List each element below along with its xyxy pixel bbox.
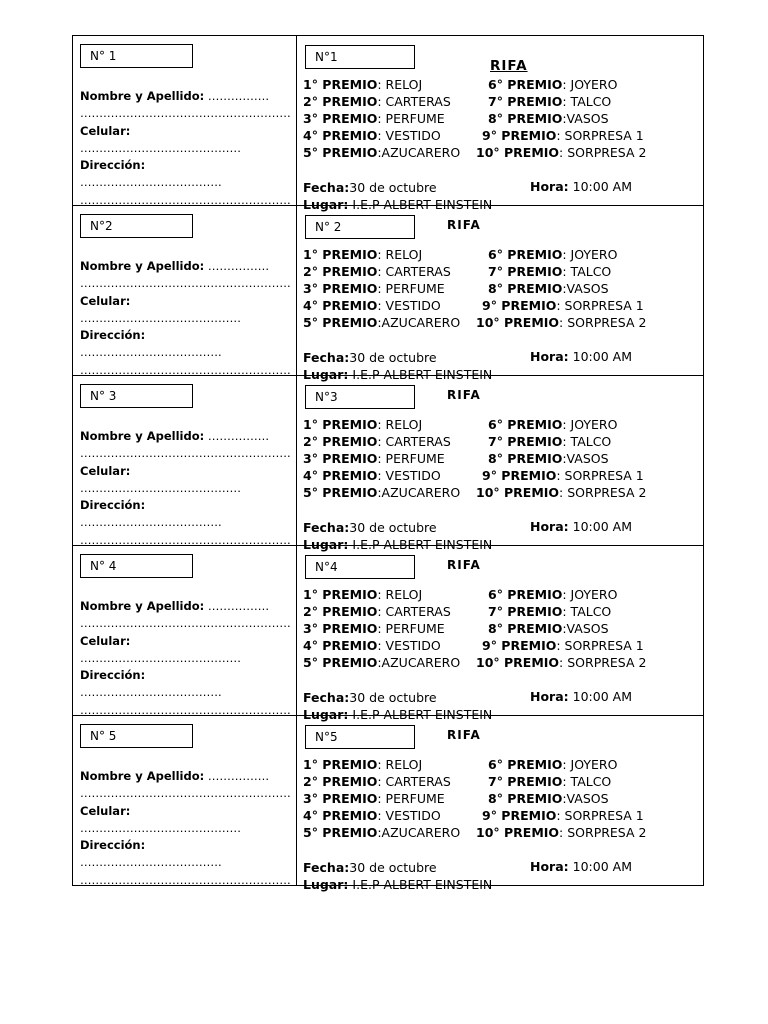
name-label: Nombre y Apellido:	[80, 599, 205, 613]
prize-rank: 6° PREMIO	[488, 247, 563, 262]
address-field[interactable]	[80, 327, 290, 362]
prize-rank: 7° PREMIO	[488, 94, 563, 109]
prize-rank: 9° PREMIO	[482, 298, 557, 313]
name-line-dots: ……………………………………………….	[80, 786, 291, 801]
prize-left	[303, 603, 451, 620]
prize-rank: 3° PREMIO	[303, 791, 378, 806]
prize-right	[476, 484, 646, 501]
raffle-title: RIFA	[490, 58, 528, 74]
stub-number: N°2	[90, 219, 113, 233]
address-label: Dirección:	[80, 668, 146, 683]
prize-right	[488, 76, 617, 93]
prize-rank: 2° PREMIO	[303, 434, 378, 449]
prize-item: : SORPRESA 1	[556, 128, 644, 143]
name-label: Nombre y Apellido:	[80, 429, 205, 443]
prize-left	[303, 433, 451, 450]
prize-right	[488, 603, 611, 620]
prize-item: : CARTERAS	[377, 604, 451, 619]
raffle-title: RIFA	[447, 558, 481, 572]
raffle-sheet	[72, 35, 704, 892]
prize-right	[488, 110, 609, 127]
address-dots: ……………………………….	[80, 515, 222, 530]
stub-number-box	[80, 214, 193, 238]
prize-right	[482, 807, 644, 824]
place-label: Lugar:	[303, 707, 349, 722]
prize-item: :VASOS	[562, 621, 609, 636]
prize-right	[476, 654, 646, 671]
date-value: 30 de octubre	[349, 860, 437, 875]
phone-label: Celular:	[80, 463, 131, 478]
prize-rank: 9° PREMIO	[482, 128, 557, 143]
time-label: Hora:	[530, 519, 569, 534]
prize-item: : SORPRESA 2	[559, 825, 647, 840]
prize-item: : PERFUME	[377, 791, 445, 806]
prize-item: : TALCO	[562, 604, 612, 619]
prize-item: : SORPRESA 1	[556, 468, 644, 483]
address-line-dots: ……………………………………………….	[80, 532, 291, 547]
prize-right	[488, 756, 617, 773]
prize-item: : SORPRESA 2	[559, 315, 647, 330]
date-label: Fecha:	[303, 180, 350, 195]
prize-item: : TALCO	[562, 774, 612, 789]
prize-left	[303, 416, 422, 433]
prize-left	[303, 586, 422, 603]
prize-rank: 3° PREMIO	[303, 281, 378, 296]
ticket-stub	[73, 546, 297, 715]
date-label: Fecha:	[303, 690, 350, 705]
place-value: I.E.P ALBERT EINSTEIN	[352, 197, 493, 212]
prize-right	[488, 773, 611, 790]
phone-dots: ……………………………………	[80, 820, 241, 835]
prize-item: : VESTIDO	[377, 808, 441, 823]
prize-item: :AZUCARERO	[377, 825, 461, 840]
raffle-ticket	[73, 206, 703, 382]
prize-rank: 5° PREMIO	[303, 825, 378, 840]
prize-rank: 4° PREMIO	[303, 808, 378, 823]
address-dots: ……………………………….	[80, 175, 222, 190]
address-label: Dirección:	[80, 498, 146, 513]
prize-item: : VESTIDO	[377, 298, 441, 313]
raffle-title: RIFA	[447, 218, 481, 232]
prize-left	[303, 110, 445, 127]
date-line	[303, 689, 437, 706]
name-line[interactable]	[80, 105, 290, 122]
prize-item: : CARTERAS	[377, 774, 451, 789]
prize-right	[476, 314, 646, 331]
time-value: 10:00 AM	[572, 689, 632, 704]
prize-item: : VESTIDO	[377, 128, 441, 143]
prize-left	[303, 127, 441, 144]
ticket-number: N° 2	[315, 220, 342, 234]
address-dots: ……………………………….	[80, 345, 222, 360]
address-label: Dirección:	[80, 328, 146, 343]
prize-item: : SORPRESA 2	[559, 655, 647, 670]
prize-item: : SORPRESA 1	[556, 298, 644, 313]
stub-number: N° 4	[90, 559, 117, 573]
name-dots: …………….	[207, 429, 270, 443]
prize-rank: 8° PREMIO	[488, 451, 563, 466]
prize-rank: 9° PREMIO	[482, 468, 557, 483]
address-line[interactable]	[80, 872, 290, 889]
phone-field[interactable]	[80, 123, 290, 158]
date-line	[303, 519, 437, 536]
address-field[interactable]	[80, 667, 290, 702]
prize-left	[303, 620, 445, 637]
prize-item: : JOYERO	[562, 587, 618, 602]
address-line-dots: ……………………………………………….	[80, 872, 291, 887]
prize-item: : TALCO	[562, 264, 612, 279]
name-line[interactable]	[80, 275, 290, 292]
date-value: 30 de octubre	[349, 350, 437, 365]
stub-number: N° 3	[90, 389, 117, 403]
prize-rank: 4° PREMIO	[303, 468, 378, 483]
prize-item: :AZUCARERO	[377, 145, 461, 160]
prize-rank: 9° PREMIO	[482, 808, 557, 823]
phone-label: Celular:	[80, 803, 131, 818]
prize-item: : PERFUME	[377, 281, 445, 296]
place-line	[303, 876, 492, 893]
prize-rank: 4° PREMIO	[303, 298, 378, 313]
prize-rank: 10° PREMIO	[476, 145, 560, 160]
stub-number: N° 1	[90, 49, 117, 63]
name-line[interactable]	[80, 785, 290, 802]
prize-item: : RELOJ	[377, 757, 423, 772]
name-line[interactable]	[80, 445, 290, 462]
raffle-ticket	[73, 36, 703, 212]
stub-fields	[80, 768, 290, 889]
date-label: Fecha:	[303, 350, 350, 365]
prize-left	[303, 93, 451, 110]
prize-left	[303, 297, 441, 314]
prize-item: : JOYERO	[562, 247, 618, 262]
prize-item: : VESTIDO	[377, 468, 441, 483]
raffle-title: RIFA	[447, 388, 481, 402]
time-label: Hora:	[530, 689, 569, 704]
place-label: Lugar:	[303, 877, 349, 892]
prize-right	[488, 790, 609, 807]
name-label: Nombre y Apellido:	[80, 769, 205, 783]
prize-item: :VASOS	[562, 281, 609, 296]
place-value: I.E.P ALBERT EINSTEIN	[352, 537, 493, 552]
date-line	[303, 179, 437, 196]
prize-item: : CARTERAS	[377, 264, 451, 279]
prize-left	[303, 144, 460, 161]
prize-left	[303, 280, 445, 297]
prize-rank: 5° PREMIO	[303, 485, 378, 500]
prize-left	[303, 807, 441, 824]
stub-number-box	[80, 384, 193, 408]
date-line	[303, 349, 437, 366]
prize-rank: 1° PREMIO	[303, 757, 378, 772]
time-line	[530, 179, 632, 194]
date-value: 30 de octubre	[349, 690, 437, 705]
ticket-main	[297, 376, 703, 552]
name-label: Nombre y Apellido:	[80, 259, 205, 273]
prize-rank: 2° PREMIO	[303, 94, 378, 109]
ticket-number-box	[305, 45, 415, 69]
prize-rank: 1° PREMIO	[303, 247, 378, 262]
prize-item: : VESTIDO	[377, 638, 441, 653]
ticket-number-box	[305, 725, 415, 749]
prize-right	[488, 246, 617, 263]
phone-field[interactable]	[80, 463, 290, 498]
prize-rank: 6° PREMIO	[488, 77, 563, 92]
prize-left	[303, 756, 422, 773]
name-line-dots: ……………………………………………….	[80, 276, 291, 291]
prize-right	[488, 586, 617, 603]
prize-item: : SORPRESA 1	[556, 808, 644, 823]
ticket-main	[297, 36, 703, 212]
place-value: I.E.P ALBERT EINSTEIN	[352, 707, 493, 722]
ticket-number: N°1	[315, 50, 338, 64]
ticket-number-box	[305, 555, 415, 579]
raffle-ticket	[73, 546, 703, 722]
prize-item: : TALCO	[562, 94, 612, 109]
ticket-main	[297, 546, 703, 722]
time-value: 10:00 AM	[572, 859, 632, 874]
prize-left	[303, 246, 422, 263]
stub-fields	[80, 428, 290, 549]
phone-dots: ……………………………………	[80, 140, 241, 155]
stub-fields	[80, 598, 290, 719]
name-dots: …………….	[207, 769, 270, 783]
prize-left	[303, 450, 445, 467]
prize-left	[303, 484, 460, 501]
phone-label: Celular:	[80, 633, 131, 648]
prize-item: :AZUCARERO	[377, 485, 461, 500]
time-label: Hora:	[530, 859, 569, 874]
name-field[interactable]	[80, 428, 290, 445]
prize-rank: 7° PREMIO	[488, 264, 563, 279]
prize-rank: 2° PREMIO	[303, 604, 378, 619]
stub-number-box	[80, 554, 193, 578]
address-dots: ……………………………….	[80, 685, 222, 700]
prize-rank: 7° PREMIO	[488, 434, 563, 449]
prize-item: : JOYERO	[562, 757, 618, 772]
name-label: Nombre y Apellido:	[80, 89, 205, 103]
phone-label: Celular:	[80, 293, 131, 308]
date-label: Fecha:	[303, 520, 350, 535]
name-line-dots: ……………………………………………….	[80, 616, 291, 631]
prize-right	[482, 127, 644, 144]
prize-rank: 6° PREMIO	[488, 757, 563, 772]
name-line-dots: ……………………………………………….	[80, 106, 291, 121]
prize-item: : PERFUME	[377, 451, 445, 466]
prize-rank: 8° PREMIO	[488, 111, 563, 126]
prize-item: : JOYERO	[562, 417, 618, 432]
prize-rank: 8° PREMIO	[488, 281, 563, 296]
place-label: Lugar:	[303, 537, 349, 552]
prize-rank: 2° PREMIO	[303, 774, 378, 789]
prize-item: : PERFUME	[377, 111, 445, 126]
prize-rank: 5° PREMIO	[303, 655, 378, 670]
time-line	[530, 519, 632, 534]
prize-rank: 10° PREMIO	[476, 315, 560, 330]
prize-rank: 3° PREMIO	[303, 451, 378, 466]
place-label: Lugar:	[303, 197, 349, 212]
time-value: 10:00 AM	[572, 349, 632, 364]
place-value: I.E.P ALBERT EINSTEIN	[352, 367, 493, 382]
prize-item: :AZUCARERO	[377, 315, 461, 330]
time-line	[530, 349, 632, 364]
prize-rank: 6° PREMIO	[488, 417, 563, 432]
prize-rank: 10° PREMIO	[476, 655, 560, 670]
prize-rank: 7° PREMIO	[488, 604, 563, 619]
prize-item: :VASOS	[562, 791, 609, 806]
prize-right	[482, 637, 644, 654]
time-value: 10:00 AM	[572, 179, 632, 194]
prize-left	[303, 773, 451, 790]
prize-rank: 1° PREMIO	[303, 417, 378, 432]
prize-rank: 3° PREMIO	[303, 621, 378, 636]
prize-item: : RELOJ	[377, 247, 423, 262]
date-label: Fecha:	[303, 860, 350, 875]
address-field[interactable]	[80, 497, 290, 532]
prize-item: : CARTERAS	[377, 434, 451, 449]
ticket-stub	[73, 376, 297, 545]
address-line-dots: ……………………………………………….	[80, 192, 291, 207]
address-field[interactable]	[80, 157, 290, 192]
ticket-main	[297, 206, 703, 382]
prize-right	[488, 280, 609, 297]
ticket-stub	[73, 716, 297, 885]
prize-left	[303, 654, 460, 671]
prize-rank: 9° PREMIO	[482, 638, 557, 653]
phone-dots: ……………………………………	[80, 480, 241, 495]
name-field[interactable]	[80, 768, 290, 785]
prize-item: : RELOJ	[377, 417, 423, 432]
prize-rank: 3° PREMIO	[303, 111, 378, 126]
phone-field[interactable]	[80, 803, 290, 838]
date-value: 30 de octubre	[349, 180, 437, 195]
prize-rank: 5° PREMIO	[303, 315, 378, 330]
ticket-number-box	[305, 215, 415, 239]
phone-field[interactable]	[80, 633, 290, 668]
prize-left	[303, 790, 445, 807]
prize-rank: 10° PREMIO	[476, 485, 560, 500]
ticket-stub	[73, 206, 297, 375]
prize-rank: 5° PREMIO	[303, 145, 378, 160]
prize-rank: 1° PREMIO	[303, 77, 378, 92]
prize-rank: 8° PREMIO	[488, 621, 563, 636]
prize-right	[488, 93, 611, 110]
name-line-dots: ……………………………………………….	[80, 446, 291, 461]
place-label: Lugar:	[303, 367, 349, 382]
raffle-ticket	[73, 376, 703, 552]
stub-fields	[80, 258, 290, 379]
time-line	[530, 689, 632, 704]
prize-item: : TALCO	[562, 434, 612, 449]
prize-item: :VASOS	[562, 111, 609, 126]
prize-item: : PERFUME	[377, 621, 445, 636]
raffle-ticket	[73, 716, 703, 892]
stub-number-box	[80, 44, 193, 68]
name-dots: …………….	[207, 599, 270, 613]
prize-rank: 2° PREMIO	[303, 264, 378, 279]
address-label: Dirección:	[80, 158, 146, 173]
prize-left	[303, 314, 460, 331]
prize-right	[488, 433, 611, 450]
prize-rank: 7° PREMIO	[488, 774, 563, 789]
prize-rank: 10° PREMIO	[476, 825, 560, 840]
prize-item: :VASOS	[562, 451, 609, 466]
address-line-dots: ……………………………………………….	[80, 702, 291, 717]
prize-item: : SORPRESA 2	[559, 145, 647, 160]
prize-right	[488, 620, 609, 637]
prize-left	[303, 467, 441, 484]
prize-item: : RELOJ	[377, 587, 423, 602]
name-field[interactable]	[80, 258, 290, 275]
prize-item: :AZUCARERO	[377, 655, 461, 670]
name-line[interactable]	[80, 615, 290, 632]
prize-right	[482, 297, 644, 314]
ticket-number: N°5	[315, 730, 338, 744]
prize-item: : RELOJ	[377, 77, 423, 92]
prize-rank: 8° PREMIO	[488, 791, 563, 806]
prize-left	[303, 76, 422, 93]
ticket-number: N°3	[315, 390, 338, 404]
prize-rank: 6° PREMIO	[488, 587, 563, 602]
time-value: 10:00 AM	[572, 519, 632, 534]
prize-left	[303, 263, 451, 280]
date-value: 30 de octubre	[349, 520, 437, 535]
date-line	[303, 859, 437, 876]
prize-right	[482, 467, 644, 484]
prize-item: : SORPRESA 1	[556, 638, 644, 653]
raffle-title: RIFA	[447, 728, 481, 742]
prize-item: : SORPRESA 2	[559, 485, 647, 500]
place-value: I.E.P ALBERT EINSTEIN	[352, 877, 493, 892]
phone-field[interactable]	[80, 293, 290, 328]
prize-item: : JOYERO	[562, 77, 618, 92]
prize-rank: 1° PREMIO	[303, 587, 378, 602]
ticket-stub	[73, 36, 297, 205]
address-dots: ……………………………….	[80, 855, 222, 870]
name-dots: …………….	[207, 89, 270, 103]
time-label: Hora:	[530, 349, 569, 364]
prize-right	[488, 450, 609, 467]
address-field[interactable]	[80, 837, 290, 872]
phone-dots: ……………………………………	[80, 650, 241, 665]
stub-number: N° 5	[90, 729, 117, 743]
prize-right	[488, 416, 617, 433]
prize-item: : CARTERAS	[377, 94, 451, 109]
name-field[interactable]	[80, 598, 290, 615]
address-line-dots: ……………………………………………….	[80, 362, 291, 377]
phone-label: Celular:	[80, 123, 131, 138]
ticket-number: N°4	[315, 560, 338, 574]
prize-left	[303, 824, 460, 841]
ticket-number-box	[305, 385, 415, 409]
prize-rank: 4° PREMIO	[303, 128, 378, 143]
ticket-main	[297, 716, 703, 892]
prize-right	[476, 144, 646, 161]
prize-left	[303, 637, 441, 654]
address-label: Dirección:	[80, 838, 146, 853]
prize-right	[488, 263, 611, 280]
stub-fields	[80, 88, 290, 209]
stub-number-box	[80, 724, 193, 748]
time-line	[530, 859, 632, 874]
prize-rank: 4° PREMIO	[303, 638, 378, 653]
phone-dots: ……………………………………	[80, 310, 241, 325]
time-label: Hora:	[530, 179, 569, 194]
name-field[interactable]	[80, 88, 290, 105]
name-dots: …………….	[207, 259, 270, 273]
prize-right	[476, 824, 646, 841]
